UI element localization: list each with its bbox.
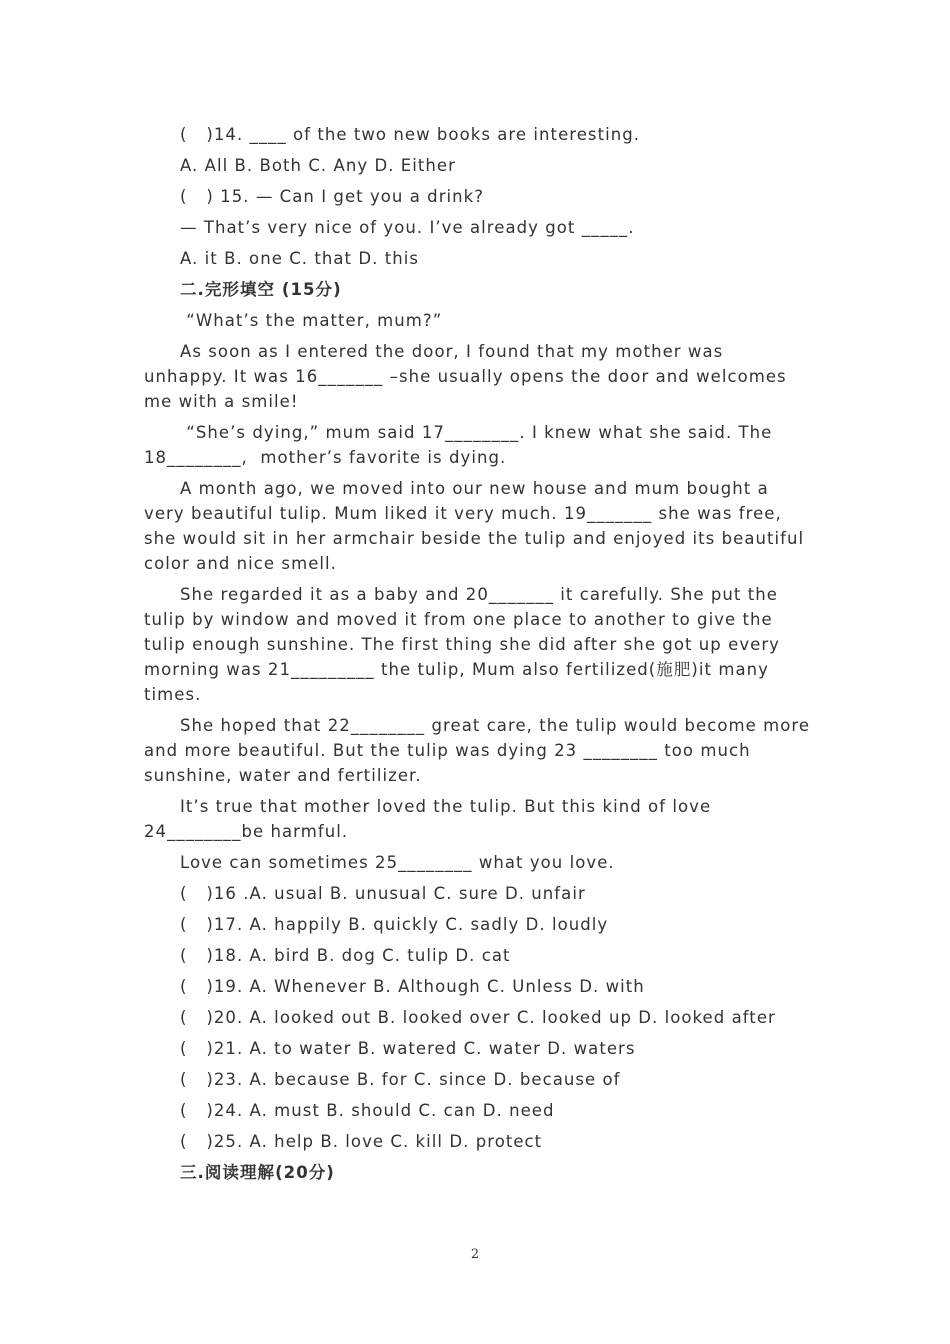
question-15-reply: — That’s very nice of you. I’ve already got _____. xyxy=(180,218,635,237)
question-14: ( )14. ____ of the two new books are interesting. xyxy=(180,125,641,144)
cloze-paragraph-2: “She’s dying,” mum said 17________. I knew what she said. The 18________, mother’s favorite is dying. xyxy=(144,423,779,467)
question-19: ( )19. A. Whenever B. Although C. Unless D. with xyxy=(180,977,645,996)
question-21: ( )21. A. to water B. watered C. water D. waters xyxy=(180,1039,636,1058)
page-number: 2 xyxy=(470,1247,480,1262)
cloze-paragraph-6: It’s true that mother loved the tulip. But this kind of love 24________be harmful. xyxy=(144,797,718,841)
question-14-options: A. All B. Both C. Any D. Either xyxy=(180,156,456,175)
section-3-heading: 三.阅读理解(20分) xyxy=(180,1163,335,1182)
cloze-paragraph-1: As soon as I entered the door, I found that my mother was unhappy. It was 16_______ –she usually opens the door and welcomes me with a smile! xyxy=(144,342,793,411)
question-25: ( )25. A. help B. love C. kill D. protect xyxy=(180,1132,543,1151)
question-23: ( )23. A. because B. for C. since D. because of xyxy=(180,1070,621,1089)
question-18: ( )18. A. bird B. dog C. tulip D. cat xyxy=(180,946,511,965)
section-2-heading: 二.完形填空 (15分) xyxy=(180,280,342,299)
question-17: ( )17. A. happily B. quickly C. sadly D. loudly xyxy=(180,915,609,934)
cloze-paragraph-4: She regarded it as a baby and 20_______ it carefully. She put the tulip by window and moved it from one place to another to give the tulip enough sunshine. The first thing she did after she got up every morning was 21_________ the tulip, Mum also fertilized(施肥)it many times. xyxy=(144,585,787,704)
question-24: ( )24. A. must B. should C. can D. need xyxy=(180,1101,555,1120)
question-20: ( )20. A. looked out B. looked over C. looked up D. looked after xyxy=(180,1008,776,1027)
question-15-options: A. it B. one C. that D. this xyxy=(180,249,420,268)
question-16: ( )16 .A. usual B. unusual C. sure D. unfair xyxy=(180,884,586,903)
question-15: ( ) 15. — Can I get you a drink? xyxy=(180,187,485,206)
document-body xyxy=(144,122,817,1191)
cloze-paragraph-5: She hoped that 22________ great care, the tulip would become more and more beautiful. But the tulip was dying 23 ________ too much sunshine, water and fertilizer. xyxy=(144,716,817,785)
cloze-paragraph-7: Love can sometimes 25________ what you love. xyxy=(180,853,615,872)
cloze-title: “What’s the matter, mum?” xyxy=(180,311,443,330)
cloze-paragraph-3: A month ago, we moved into our new house and mum bought a very beautiful tulip. Mum liked it very much. 19_______ she was free, she would sit in her armchair beside the tulip and enjoyed its beautiful color and nice smell. xyxy=(144,479,811,573)
